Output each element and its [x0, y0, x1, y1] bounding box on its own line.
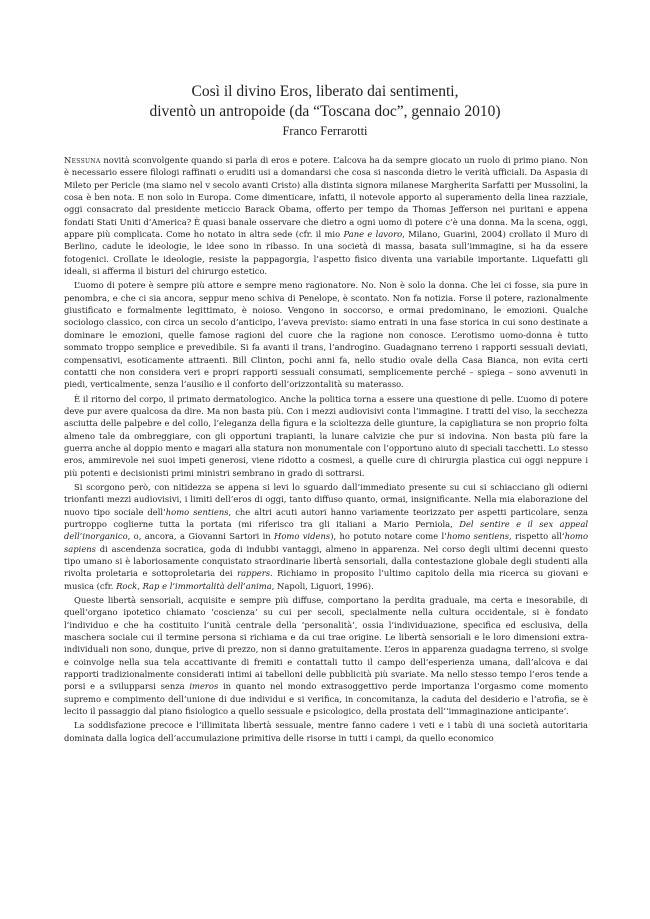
article-body [64, 154, 588, 914]
title-line-2: diventò un antropoide (da “Toscana doc”, gennaio 2010) [149, 103, 501, 120]
italic-run: homo sapiens [64, 531, 588, 554]
paragraph [64, 594, 588, 717]
italic-run: rappers [237, 568, 271, 579]
text-run: L’uomo di potere è sempre più attore e sempre meno ragionatore. No. Non è solo la donna. Che lei ci fosse, sia pure in penombra, e che ci sia ancora, seppur meno schiva di Penelope, è scontato. Non fa notizia. Forse il potere, razionalmente giustificato e formalmente legittimato, è noioso. Vengono in soccorso, e ormai predominano, le emozioni. Qualche sociologo classico, con circa un secolo d’anticipo, l’aveva previsto: siamo entrati in una fase storica in cui sono destinate a dominare le emozioni, quelle famose ragioni del cuore che la ragione non conosce. L’erotismo uomo-donna è tutto sommato troppo semplice e prevedibile. Si fa avanti il trans, l’androgino. Guadagnano terreno i rapporti sessuali deviati, compensativi, esoticamente attraenti. Bill Clinton, pochi anni fa, nello studio ovale della Casa Bianca, non evita certi contatti che non considera veri e propri rapporti sessuali consumati, semplicemente perché – spiega – sono avvenuti in piedi, verticalmente, senza l’ausilio e il conforto dell’orizzontalità su materasso. [64, 280, 588, 390]
text-run: È il ritorno del corpo, il primato dermatologico. Anche la politica torna a essere una questione di pelle. L’uomo di potere deve pur avere qualcosa da dire. Ma non basta più. Con i mezzi audiovisivi conta l’immagine. I tratti del viso, la secchezza asciutta delle palpebre e del collo, l’eleganza della figura e la scioltezza delle giunture, la capigliatura se non proprio folta almeno tale da ombreggiare, con gli opportuni trapianti, la lunare calvizie che pur si indovina. Non basta più fare la guerra anche al doppio mento e magari alla statura non monumentale con l’opportuno aiuto di speciali tacchetti. Lo stesso eros, ammirevole nei suoi impeti generosi, viene ridotto a cosmesi, a quelle cure di chirurgia plastica cui oggi neppure i più potenti e decisionisti primi ministri sembrano in grado di sottrarsi. [64, 393, 588, 478]
paragraph [64, 154, 588, 277]
text-run: novità sconvolgente quando si parla di eros e potere. L’alcova ha da sempre giocato un ruolo di primo piano. Non è necessario essere filologi raffinati o eruditi usi a domandarsi che cosa si nasconda dietro le verità ufficiali. Da Aspasia di Mileto per Pericle (ma siamo nel v secolo avanti Cristo) alla distinta signora milanese Margherita Sarfatti per Mussolini, la cosa è ben nota. E non solo in Europa. Come dimenticare, infatti, il notevole apporto al superamento della linea razziale, oggi consacrato dal presidente meticcio Barack Obama, offerto per tempo da Thomas Jefferson nei puritani e appena fondati Stati Uniti d’America? È quasi banale osservare che dietro a ogni uomo di potere c’è una donna. Ma la scena, oggi, appare più complicata. Come ho notato in altra sede (cfr. il mio [64, 155, 588, 240]
paragraph [64, 481, 588, 592]
text-run: La soddisfazione precoce e l’illimitata libertà sessuale, mentre fanno cadere i veti e i tabù di una società autoritaria dominata dalla logica dell’accumulazione primitiva delle risorse in tutti i campi, da quello economico [64, 720, 588, 743]
text-run: di ascendenza socratica, goda di indubbi vantaggi, almeno in apparenza. Nel corso degli ultimi decenni questo tipo umano si è laboriosamente conquistato straordinarie libertà sensoriali, dalla contestazione globale degli studenti alla rivolta proletaria e sottoproletaria dei [64, 543, 588, 579]
text-run: , che altri acuti autori hanno variamente teorizzato per aspetti particolare, senza purtroppo coglierne tutta la portata (mi riferisco tra gli italiani a Mario Perniola, [64, 506, 588, 529]
paragraph [64, 719, 588, 744]
italic-run: Pane e lavoro [343, 229, 403, 240]
italic-run: homo sentiens [446, 531, 510, 542]
italic-run: imeros [189, 681, 219, 692]
text-run: , Milano, Guarini, 2004) crollato il Muro di Berlino, cadute le ideologie, le idee sono in ribasso. In una società di massa, basata sull’immagine, si ha da essere fotogenici. Crollate le ideologie, resiste la pappagorgia, l’aspetto fisico diventa una variabile importante. Liquefatti gli ideali, si afferma il bisturi del chirurgo estetico. [64, 229, 588, 277]
article-author: Franco Ferrarotti [282, 124, 368, 138]
title-line-1: Così il divino Eros, liberato dai sentimenti, [191, 83, 459, 100]
italic-run: homo sentiens [165, 506, 229, 517]
italic-run: Homo videns [274, 531, 331, 542]
lead-word: Nessuna [64, 155, 101, 165]
text-run: Si scorgono però, con nitidezza se appena si levi lo sguardo dall’immediato presente su cui si schiacciano gli odierni trionfanti mezzi audiovisivi, i limiti dell’eros di oggi, tanto diffuso quanto, ormai, insignificante. Nella mia elaborazione del nuovo tipo sociale dell’ [64, 481, 588, 517]
text-run: , rispetto all’ [509, 531, 565, 542]
text-run: in quanto nel mondo extrasoggettivo perde importanza l’orgasmo come momento supremo e compimento dell’unione di due individui e si verifica, in concomitanza, la caduta del desiderio e l’atrofia, se è lecito il passaggio dal piano fisiologico a quello sessuale e psicologico, della prostata dell’‘immaginazione anticipante’. [64, 681, 588, 717]
italic-run: Rock, Rap e l’immortalità dell’anima [116, 580, 272, 591]
text-run: , Napoli, Liguori, 1996). [271, 580, 374, 591]
text-run: ), ho potuto notare come l’ [330, 531, 447, 542]
text-run: , o, ancora, a Giovanni Sartori in [127, 531, 275, 542]
paragraph [64, 279, 588, 390]
italic-run: Del sentire e il sex appeal dell’inorganico [64, 518, 588, 542]
text-run: . Richiamo in proposito l’ultimo capitolo della mia ricerca su giovani e musica (cfr. [64, 568, 588, 591]
paragraph [64, 393, 588, 479]
text-run: Queste libertà sensoriali, acquisite e sempre più diffuse, comportano la perdita graduale, ma certa e inesorabile, di quell’organo ipotetico chiamato ‘coscienza’ su cui per secoli, specialmente nella cultura occidentale, si è fondato l’individuo e che ha costituito l’unità centrale della ‘personalità’, ossia l’individuazione, specifica ed esclusiva, della maschera sociale cui il termine persona si richiama e da cui trae origine. Le libertà sensoriali e le loro dimensioni extra-individuali non sono, dunque, prive di prezzo, non si danno gratuitamente. L’eros in apparenza guadagna terreno, si svolge e coinvolge nella sua tela accattivante di fremiti e contattali tutto il campo dell’esperienza umana, dall’alcova e dai rapporti tradizionalmente considerati intimi ai tabelloni delle pubblicità più svariate. Ma nello stesso tempo l’eros tende a porsi e a svilupparsi senza [64, 595, 588, 692]
article-title [60, 82, 590, 122]
